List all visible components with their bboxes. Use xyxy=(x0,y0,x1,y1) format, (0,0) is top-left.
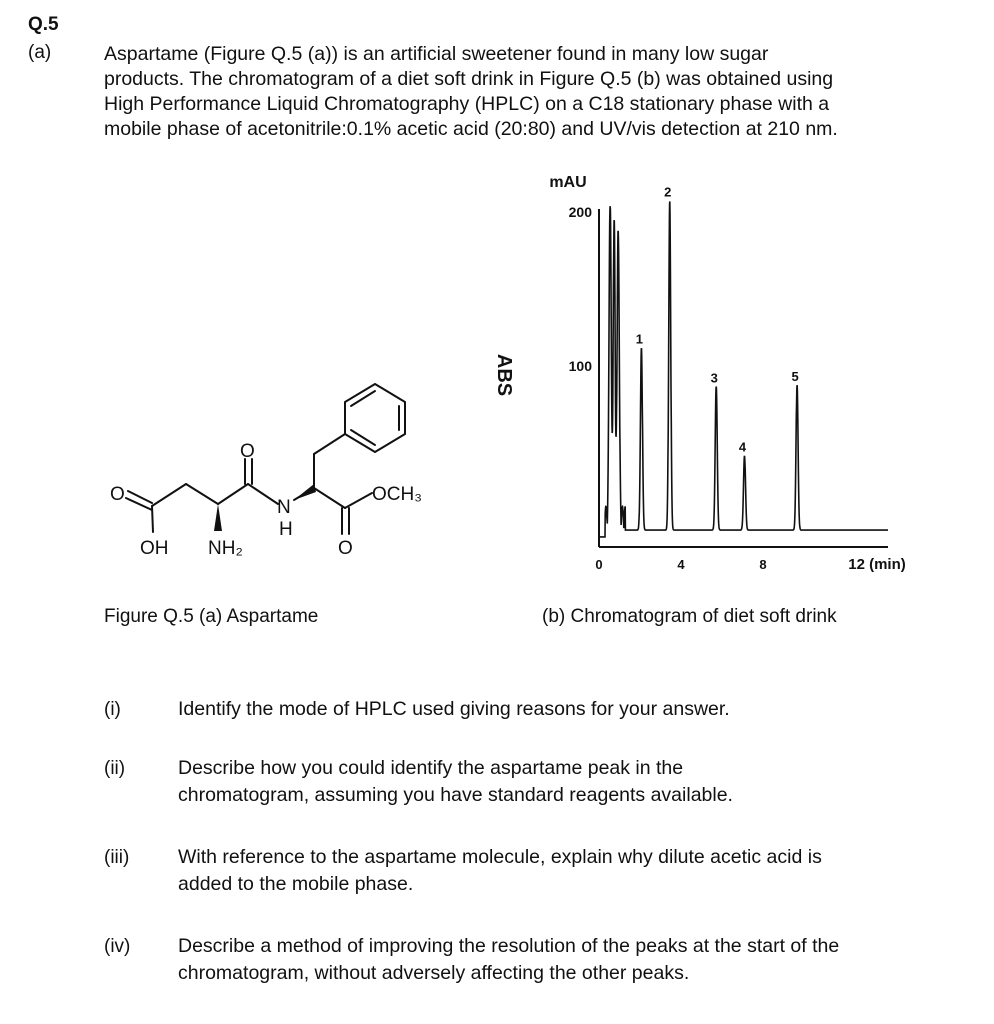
bond xyxy=(152,484,186,506)
subquestion-line: Describe how you could identify the aspartame peak in the xyxy=(178,757,684,779)
peak-label-5: 5 xyxy=(791,368,799,384)
atom-och3: OCH₃ xyxy=(372,484,422,505)
x-tick-label: 0 xyxy=(595,557,603,572)
bond xyxy=(314,434,345,454)
subquestion-line: chromatogram, assuming you have standard reagents available. xyxy=(178,784,733,806)
bond xyxy=(345,493,372,508)
subquestion-text xyxy=(178,696,730,723)
y-units-label: mAU xyxy=(549,174,587,191)
figure-a-caption: Figure Q.5 (a) Aspartame xyxy=(104,606,319,627)
subquestion-line: With reference to the aspartame molecule, explain why dilute acetic acid is xyxy=(178,846,822,868)
wedge-bond xyxy=(214,504,222,531)
subquestion-number: (ii) xyxy=(104,758,126,779)
subquestion-text xyxy=(178,755,733,809)
y-tick-label: 100 xyxy=(568,358,592,374)
subquestion-text xyxy=(178,844,822,898)
chromatogram xyxy=(470,165,930,585)
bond xyxy=(351,430,375,445)
bond xyxy=(248,484,278,504)
subquestion-number: (iii) xyxy=(104,847,130,868)
bond xyxy=(314,488,345,508)
bond xyxy=(218,484,248,504)
subquestion-number: (i) xyxy=(104,699,121,720)
question-number: Q.5 xyxy=(28,14,59,35)
bond xyxy=(351,391,375,406)
peak-label-3: 3 xyxy=(710,370,718,386)
chromatogram-trace xyxy=(599,201,888,537)
intro-line: High Performance Liquid Chromatography (HPLC) on a C18 stationary phase with a xyxy=(104,93,830,115)
subquestion-number: (iv) xyxy=(104,936,131,957)
atom-h: H xyxy=(279,519,293,540)
intro-line: products. The chromatogram of a diet soft drink in Figure Q.5 (b) was obtained using xyxy=(104,68,834,90)
peak-label-1: 1 xyxy=(635,331,644,347)
bond xyxy=(126,498,152,510)
figure-b-caption: (b) Chromatogram of diet soft drink xyxy=(542,606,837,627)
atom-n: N xyxy=(277,497,291,518)
subquestion-line: Describe a method of improving the resolution of the peaks at the start of the xyxy=(178,935,840,957)
subquestion-line: Identify the mode of HPLC used giving reasons for your answer. xyxy=(178,698,730,720)
y-tick-label: 200 xyxy=(568,204,592,220)
bond xyxy=(152,506,153,532)
intro-paragraph xyxy=(104,42,964,142)
bond xyxy=(186,484,218,504)
y-axis-label: ABS xyxy=(493,353,515,397)
intro-line: Aspartame (Figure Q.5 (a)) is an artificial sweetener found in many low sugar xyxy=(104,43,769,65)
peak-label-4: 4 xyxy=(738,439,747,455)
atom-oh: OH xyxy=(140,538,169,559)
part-label: (a) xyxy=(28,42,52,63)
atom-nh2: NH₂ xyxy=(208,538,243,559)
intro-line: mobile phase of acetonitrile:0.1% acetic acid (20:80) and UV/vis detection at 210 nm. xyxy=(104,118,838,140)
aspartame-structure xyxy=(100,360,440,570)
atom-o: O xyxy=(110,484,125,505)
subquestion-text xyxy=(178,933,839,987)
x-tick-label: 4 xyxy=(677,557,685,572)
benzene-ring xyxy=(345,384,405,452)
x-tick-label: 8 xyxy=(759,557,767,572)
subquestion-line: chromatogram, without adversely affecting the other peaks. xyxy=(178,962,690,984)
atom-o: O xyxy=(240,441,255,462)
subquestion-line: added to the mobile phase. xyxy=(178,873,414,895)
wedge-bond xyxy=(294,484,316,500)
atom-o: O xyxy=(338,538,353,559)
peak-label-2: 2 xyxy=(664,184,672,200)
x-axis-label: 12 (min) xyxy=(848,556,906,573)
